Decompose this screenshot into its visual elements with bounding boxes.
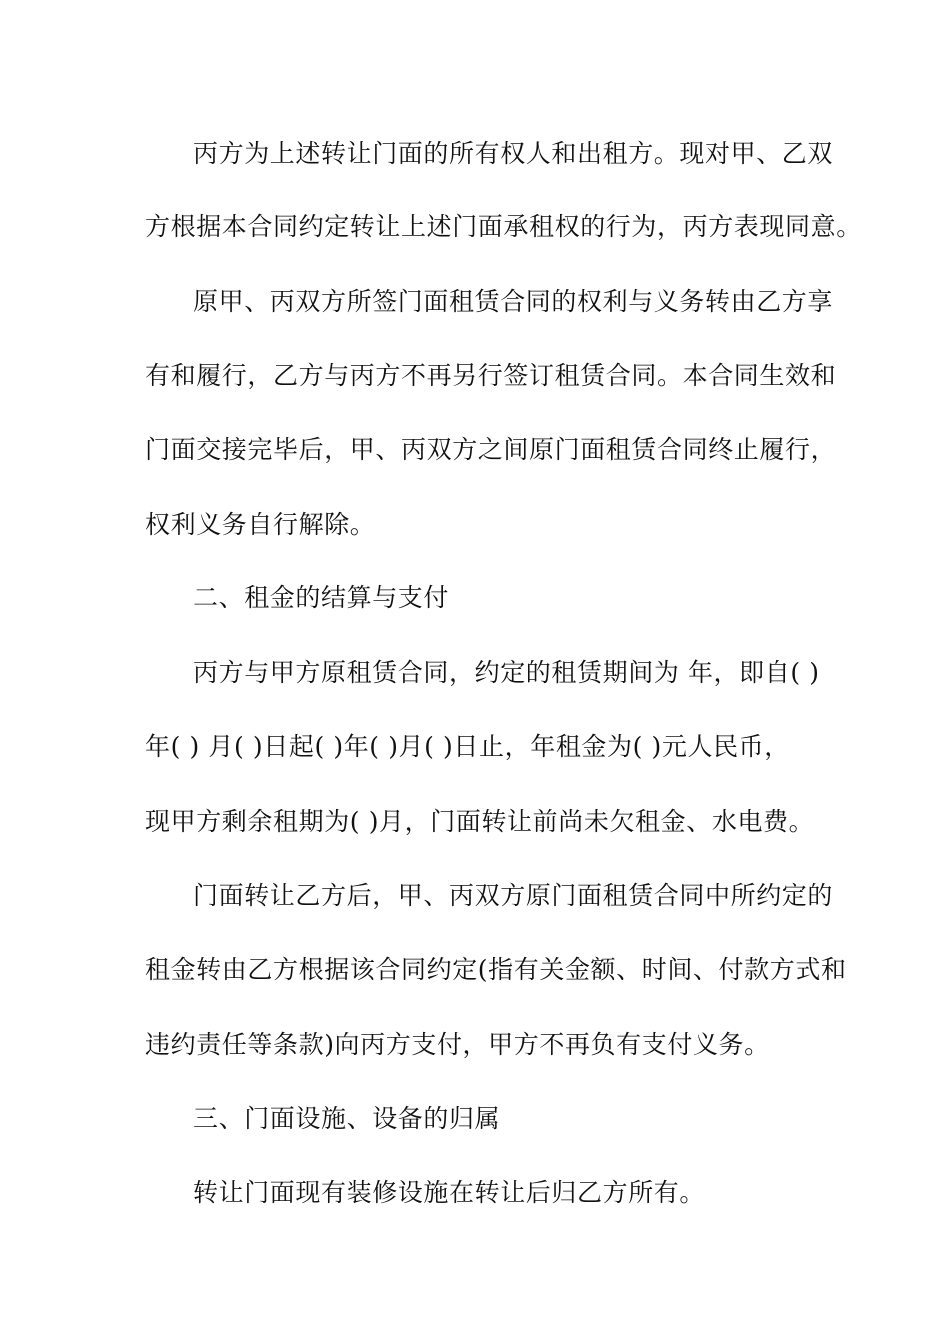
paragraph-line: 年( ) 月( )日起( )年( )月( )日止，年租金为( )元人民币， xyxy=(145,732,790,761)
paragraph-line: 丙方为上述转让门面的所有权人和出租方。现对甲、乙双 xyxy=(193,139,834,168)
paragraph-line: 有和履行，乙方与丙方不再另行签订租赁合同。本合同生效和 xyxy=(145,361,837,390)
paragraph-line: 权利义务自行解除。 xyxy=(145,510,376,539)
section-heading: 三、门面设施、设备的归属 xyxy=(193,1104,501,1133)
paragraph-line: 转让门面现有装修设施在转让后归乙方所有。 xyxy=(193,1178,706,1207)
paragraph-line: 违约责任等条款)向丙方支付，甲方不再负有支付义务。 xyxy=(145,1030,770,1059)
paragraph-line: 现甲方剩余租期为( )月，门面转让前尚未欠租金、水电费。 xyxy=(145,807,815,836)
paragraph-line: 丙方与甲方原租赁合同，约定的租赁期间为 年，即自( ) xyxy=(193,658,820,687)
paragraph-line: 门面转让乙方后，甲、丙双方原门面租赁合同中所约定的 xyxy=(193,881,834,910)
paragraph-line: 原甲、丙双方所签门面租赁合同的权利与义务转由乙方享 xyxy=(193,287,834,316)
section-heading: 二、租金的结算与支付 xyxy=(193,583,450,612)
paragraph-line: 租金转由乙方根据该合同约定(指有关金额、时间、付款方式和 xyxy=(145,955,847,984)
paragraph-line: 门面交接完毕后，甲、丙双方之间原门面租赁合同终止履行， xyxy=(145,435,837,464)
paragraph-line: 方根据本合同约定转让上述门面承租权的行为，丙方表现同意。 xyxy=(145,212,862,241)
